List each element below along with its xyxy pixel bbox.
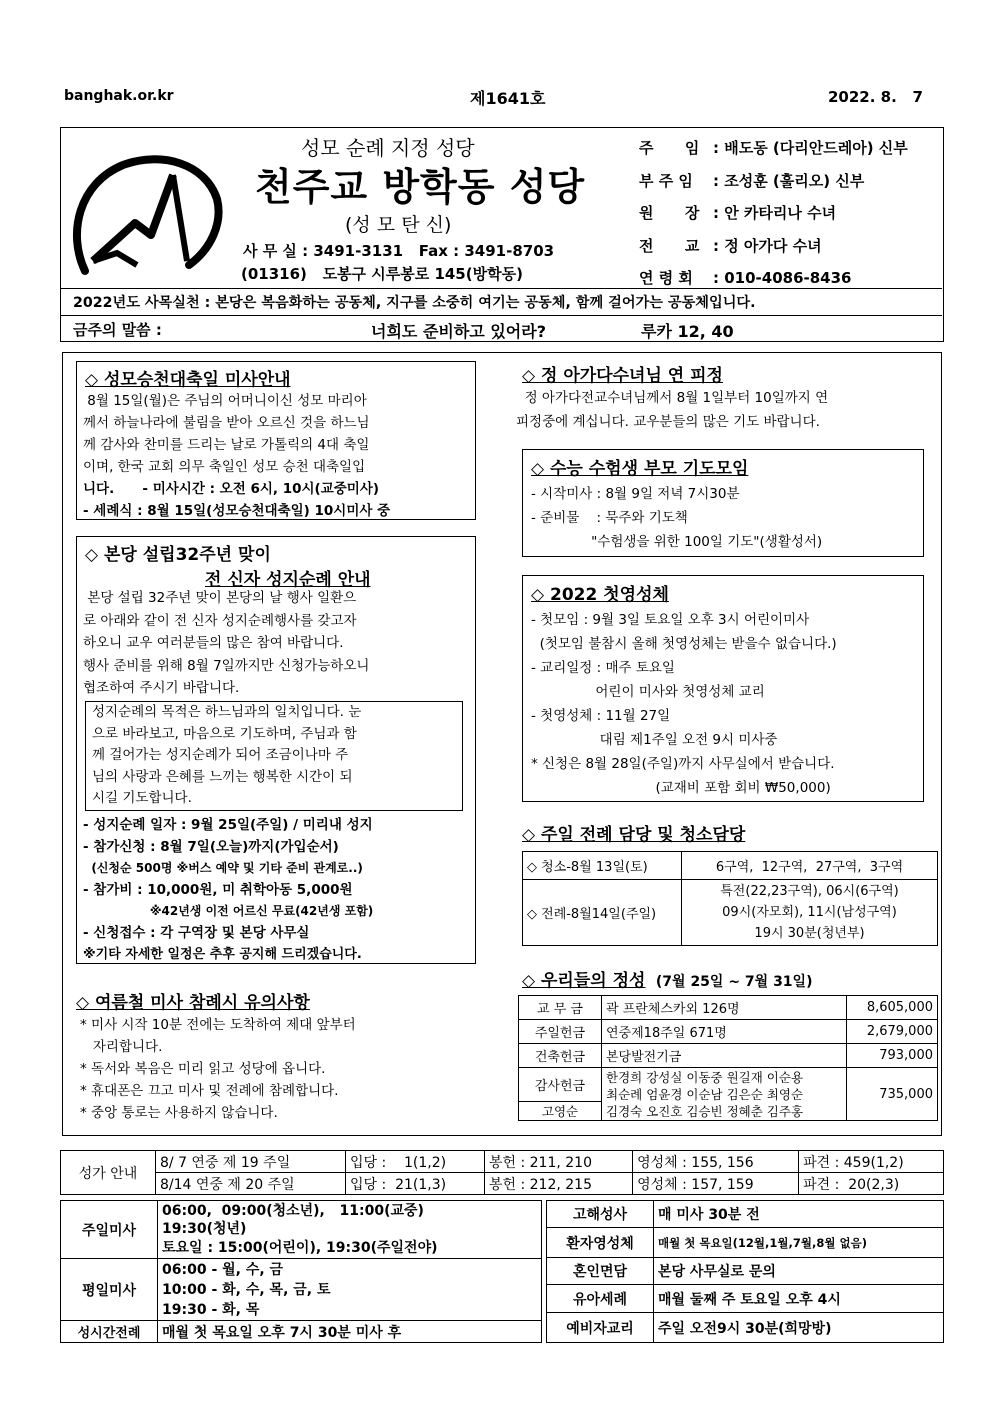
hymn-offertory: 봉헌 : 212, 215 [484,1173,632,1195]
schedule-label: 평일미사 [61,1259,158,1321]
schedule-label: 주일미사 [61,1201,158,1259]
text-line: 피정중에 계십니다. 교우분들의 많은 기도 바랍니다. [516,414,820,430]
table-row [547,1228,944,1258]
sacrament-label: 유아세례 [547,1285,654,1313]
memorial-label: 고영순 [519,1102,602,1121]
table-row [519,1068,938,1102]
duty-table [522,851,938,946]
word-ref: 루카 12, 40 [641,322,734,341]
header-title: 천주교 방학동 성당 [255,165,586,209]
text-line: 어린이 미사와 첫영성체 교리 [531,684,765,700]
summer-body [80,1014,356,1124]
staff-list [639,132,908,295]
pastoral-motto: 2022년도 사목실천 : 본당은 복음화하는 공동체, 지구를 소중히 여기는 공동체, 함께 걸어가는 공동체입니다. [73,295,756,311]
table-row [519,996,938,1020]
text-line: 8월 15일(월)은 주님의 어머니이신 성모 마리아 [83,393,367,409]
sacrament-label: 고해성사 [547,1201,654,1228]
offering-amount: 735,000 [847,1068,938,1121]
text-line: 성지순례의 목적은 하느님과의 일치입니다. 눈 [92,704,362,720]
text-line: 특전(22,23구역), 06시(6구역) [720,884,899,899]
text-line: 19시 30분(청년부) [754,926,865,941]
staff-value: : 정 아가다 수녀 [713,236,822,255]
staff-value: : 조성훈 (훌리오) 신부 [713,171,865,190]
text-line: 이며, 한국 교회 의무 축일인 성모 승천 대축일입 [83,459,366,475]
text-line: 자리합니다. [80,1039,163,1055]
table-row [547,1285,944,1313]
text-line: 본당 설립 32주년 맞이 본당의 날 행사 일환으 [83,590,357,606]
duty-label: ◇ 전례-8월14일(주일) [523,880,682,946]
issue-number: 제1641호 [470,89,546,108]
duty-label: ◇ 청소-8월 13일(토) [523,852,682,880]
text-line: 협조하여 주시기 바랍니다. [83,680,240,696]
text-line: ※기타 자세한 일정은 추후 공지해 드리겠습니다. [83,947,362,962]
offering-period: (7월 25일 ~ 7월 31일) [655,974,813,990]
text-line: * 휴대폰은 끄고 미사 및 전례에 참례합니다. [80,1083,339,1099]
word-label: 금주의 말씀 : [73,321,162,339]
offering-label: 건축헌금 [519,1044,602,1068]
header-patron: (성 모 탄 신) [345,214,452,236]
pilgrimage-details [83,815,373,966]
table-row [547,1313,944,1343]
text-line: * 미사 시작 10분 전에는 도착하여 제대 앞부터 [80,1017,356,1033]
hymn-dismissal: 파견 : 20(2,3) [799,1173,944,1195]
pilgrimage-purpose [85,701,463,811]
pilgrimage-notice [76,536,476,964]
text-line: - 세례식 : 8월 15일(성모승천대축일) 10시미사 중 [83,503,391,519]
offering-desc: 본당발전기금 [602,1044,847,1068]
offering-table [518,995,938,1121]
offering-amount: 793,000 [847,1044,938,1068]
exam-prayer-notice [522,449,924,557]
text-line: 님의 사랑과 은혜를 느끼는 행복한 시간이 되 [92,768,353,785]
hymn-week: 8/ 7 연중 제 19 주일 [156,1151,346,1173]
staff-role: 연 령 회 [639,269,693,287]
hymn-entry: 입당 : 1(1,2) [345,1151,484,1173]
text-line: 최순례 엄윤경 이순남 김은순 최영순 [606,1086,804,1102]
communion-body [531,608,837,800]
staff-row [639,165,908,198]
text-line: (신청순 500명 ※버스 예약 및 기타 준비 관계로..) [83,861,363,875]
offering-desc: 연중제18주일 671명 [602,1020,847,1044]
text-line: - 참가신청 : 8월 7일(오늘)까지(가입순서) [83,838,339,855]
text-line: - 참가비 : 10,000원, 미 취학아동 5,000원 [83,881,353,898]
text-line: 시길 기도합니다. [92,790,192,806]
masthead [60,127,944,342]
vacation-title: ◇ 정 아가다수녀님 연 피정 [522,366,723,386]
text-line: 06:00 - 월, 수, 금 [162,1261,284,1278]
text-line: ※42년생 이전 어르신 무료(42년생 포함) [83,904,374,918]
duty-title: ◇ 주일 전례 담당 및 청소담당 [522,825,746,845]
parish-address: (01316) 도봉구 시루봉로 145(방학동) [241,265,523,283]
sacrament-value: 매월 첫 목요일(12월,1월,7월,8월 없음) [654,1228,944,1258]
hymn-label: 성가 안내 [61,1151,156,1195]
office-phone: 사 무 실 : 3491-3131 Fax : 3491-8703 [243,242,555,260]
text-line: - 준비물 : 묵주와 기도책 [531,510,688,526]
pilgrimage-subtitle: 전 신자 성지순례 안내 [205,570,371,590]
text-line: "수험생을 위한 100일 기도"(생활성서) [531,534,823,550]
text-line: 께서 하늘나라에 불림을 받아 오르신 것을 하느님 [83,415,370,431]
text-line: 니다. - 미사시간 : 오전 6시, 10시(교중미사) [83,481,380,497]
vacation-body [516,386,828,434]
summer-title: ◇ 여름철 미사 참례시 유의사항 [76,993,310,1013]
table-row [547,1258,944,1285]
sacrament-label: 환자영성체 [547,1228,654,1258]
purpose-body [92,702,361,810]
table-row [61,1321,542,1343]
first-communion-notice [522,575,924,802]
text-line: 께 걸어가는 성지순례가 되어 조금이나마 주 [92,747,349,763]
text-line: (교재비 포함 회비 ₩50,000) [531,780,831,796]
text-line: * 중앙 통로는 사용하지 않습니다. [80,1105,278,1121]
offering-amount: 2,679,000 [847,1020,938,1044]
table-row [523,852,938,880]
text-line: 19:30 - 화, 목 [162,1301,260,1318]
text-line: 06:00, 09:00(청소년), 11:00(교중) [162,1202,424,1219]
text-line: - 첫영성체 : 11월 27일 [531,708,671,724]
divider [61,315,942,316]
offering-label: 교 무 금 [519,996,602,1020]
text-line: (첫모임 불참시 올해 첫영성체는 받을수 없습니다.) [531,636,837,652]
hymn-communion: 영성체 : 157, 159 [633,1173,799,1195]
offering-label: 감사헌금 [519,1068,602,1102]
text-line: 한경희 강성실 이동중 원길재 이순용 [606,1069,804,1085]
offering-label: 주일헌금 [519,1020,602,1044]
word-text: 너희도 준비하고 있어라? [371,322,546,341]
mass-schedule-table [60,1200,542,1343]
text-line: - 성지순례 일자 : 9월 25일(주일) / 미리내 성지 [83,817,373,833]
sacrament-value: 매월 둘째 주 토요일 오후 4시 [654,1285,944,1313]
table-row [61,1259,542,1321]
sacrament-label: 혼인면담 [547,1258,654,1285]
text-line: 19:30(청년) [162,1221,247,1238]
assumption-body [83,390,390,522]
table-row [519,1020,938,1044]
table-row [547,1201,944,1228]
sacrament-label: 예비자교리 [547,1313,654,1343]
thanks-names [602,1068,847,1121]
text-line: 김경숙 오진호 김승빈 정혜춘 김주홍 [606,1103,804,1119]
text-line: 10:00 - 화, 수, 목, 금, 토 [162,1281,331,1298]
text-line: - 교리일정 : 매주 토요일 [531,660,675,676]
staff-row [639,262,908,295]
hymn-dismissal: 파견 : 459(1,2) [799,1151,944,1173]
table-row [519,1044,938,1068]
duty-value-cell [682,880,938,946]
staff-role: 전 교 [639,236,700,255]
text-line: * 신청은 8월 28일(주일)까지 사무실에서 받습니다. [531,756,835,772]
text-line: 정 아가다전교수녀님께서 8월 1일부터 10일까지 연 [516,390,829,406]
sacrament-value: 매 미사 30분 전 [654,1201,944,1228]
assumption-title: ◇ 성모승천대축일 미사안내 [85,370,291,390]
sacrament-schedule-table [546,1200,944,1343]
offering-amount: 8,605,000 [847,996,938,1020]
offering-heading [522,966,812,991]
staff-value: : 010-4086-8436 [713,269,852,287]
hymn-communion: 영성체 : 155, 156 [633,1151,799,1173]
hymn-week: 8/14 연중 제 20 주일 [156,1173,346,1195]
text-line: - 시작미사 : 8월 9일 저녁 7시30분 [531,486,740,502]
staff-value: : 안 카타리나 수녀 [713,204,837,222]
hymn-table [60,1150,944,1195]
header-subtitle: 성모 순례 지정 성당 [301,136,475,160]
exam-body [531,482,822,554]
text-line: 토요일 : 15:00(어린이), 19:30(주일전야) [162,1239,438,1256]
text-line: 께 감사와 찬미를 드리는 날로 가톨릭의 4대 축일 [83,437,370,453]
table-row [523,880,938,946]
text-line: 대림 제1주일 오전 9시 미사중 [531,732,778,748]
text-line: 하오니 교우 여러분들의 많은 참여 바랍니다. [83,635,344,651]
schedule-label: 성시간전례 [61,1321,158,1343]
sacrament-value: 주일 오전9시 30분(희망방) [654,1313,944,1343]
weekday-times [158,1259,542,1321]
staff-role: 주 임 [639,139,700,157]
sacrament-value: 본당 사무실로 문의 [654,1258,944,1285]
offering-title: ◇ 우리들의 정성 [522,971,646,991]
duty-value: 6구역, 12구역, 27구역, 3구역 [682,852,938,880]
text-line: - 첫모임 : 9월 3일 토요일 오후 3시 어린이미사 [531,612,810,628]
hymn-offertory: 봉헌 : 211, 210 [484,1151,632,1173]
text-line: - 신청접수 : 각 구역장 및 본당 사무실 [83,924,310,941]
pilgrimage-title: ◇ 본당 설립32주년 맞이 [85,545,271,565]
table-row [61,1151,944,1173]
staff-row [639,197,908,230]
offering-desc: 곽 프란체스카외 126명 [602,996,847,1020]
communion-title: ◇ 2022 첫영성체 [531,585,669,605]
assumption-notice [76,361,476,520]
staff-row [639,230,908,263]
issue-date: 2022. 8. 7 [828,88,923,106]
text-line: 으로 바라보고, 마음으로 기도하며, 주님과 함 [92,725,357,742]
staff-value: : 배도동 (다리안드레아) 신부 [713,139,908,157]
pilgrimage-body [83,587,369,700]
text-line: 09시(자모회), 11시(남성구역) [722,905,897,920]
staff-role: 원 장 [639,204,700,222]
sunday-times [158,1201,542,1259]
text-line: 로 아래와 같이 전 신자 성지순례행사를 갖고자 [83,612,357,629]
text-line: 행사 준비를 위해 8월 7일까지만 신청가능하오니 [83,657,370,674]
exam-title: ◇ 수능 수험생 부모 기도모임 [531,459,749,479]
table-row [61,1173,944,1195]
table-row [61,1201,542,1259]
divider [61,288,942,289]
site-url: banghak.or.kr [64,88,174,104]
text-line: * 독서와 복음은 미리 읽고 성당에 옵니다. [80,1061,326,1077]
staff-row [639,132,908,165]
staff-role: 부 주 임 [639,171,693,190]
adoration-time: 매월 첫 목요일 오후 7시 30분 미사 후 [158,1321,542,1343]
hymn-entry: 입당 : 21(1,3) [345,1173,484,1195]
parish-logo [65,153,225,287]
